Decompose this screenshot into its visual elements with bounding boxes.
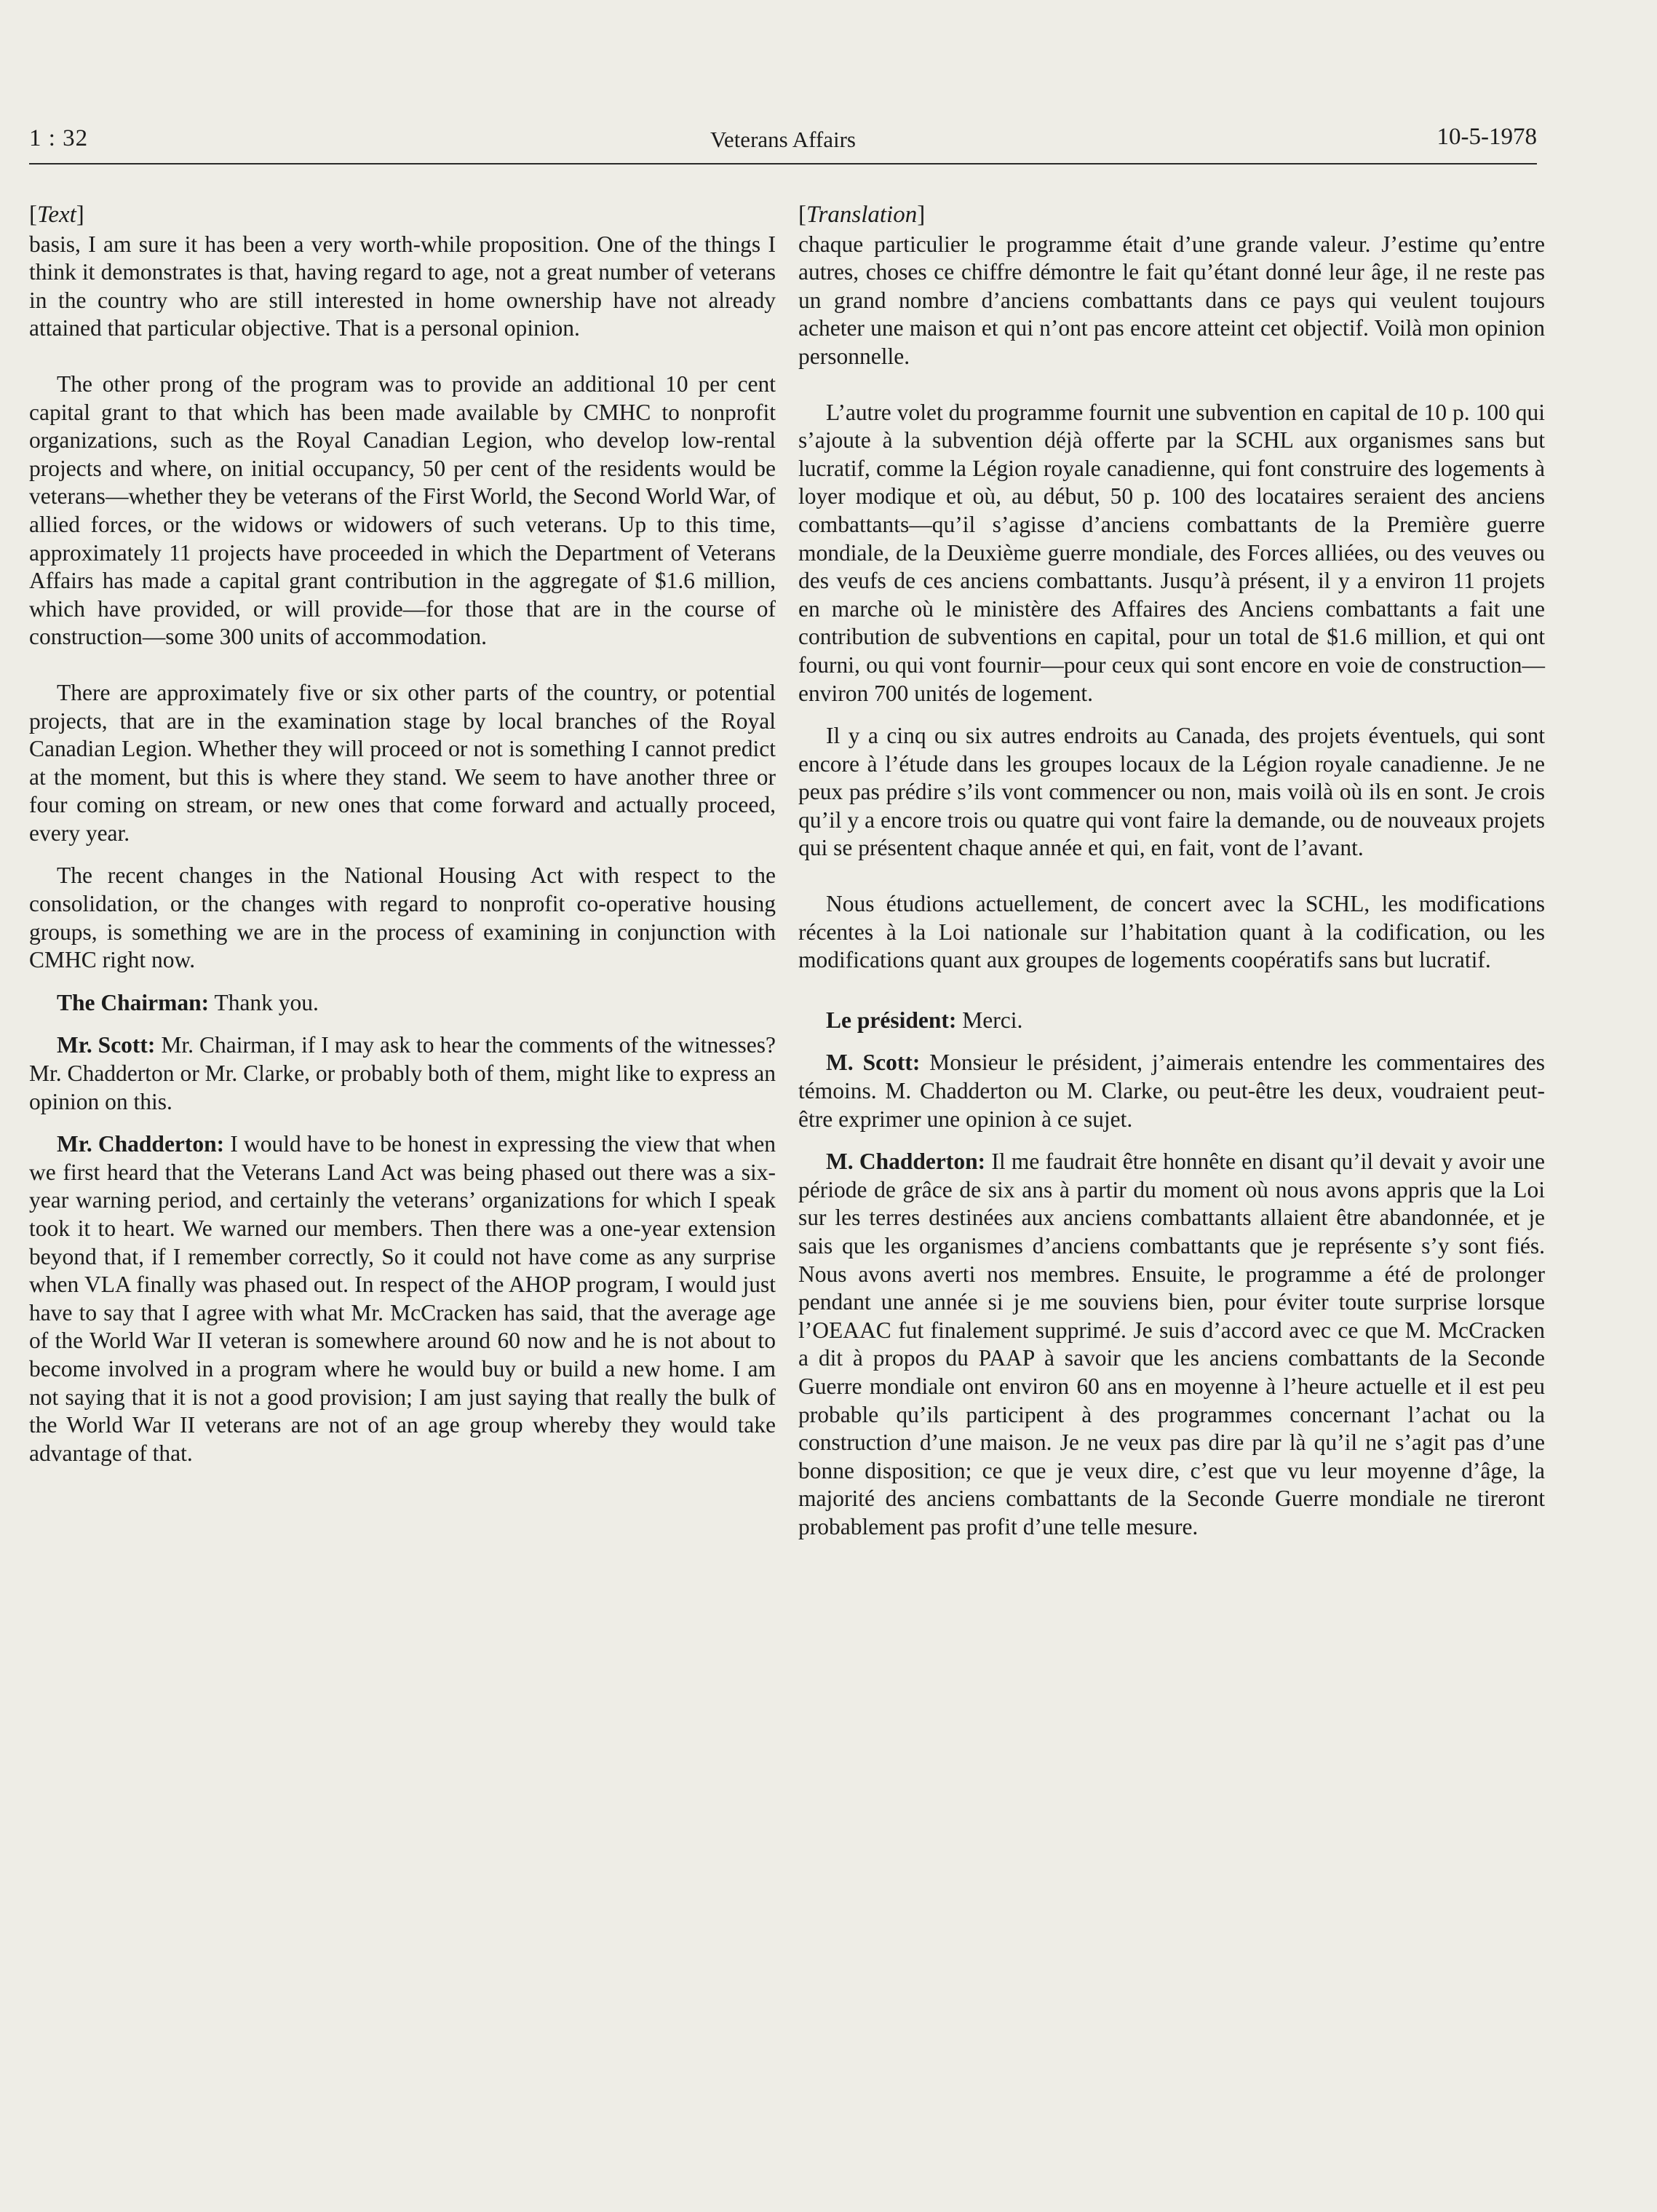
speech-text: Mr. Chairman, if I may ask to hear the comments of the witnesses? Mr. Chadderton or Mr. Clarke, or probably both of them, might like to express an opinion on this. [29, 1032, 776, 1114]
french-column [798, 201, 1545, 1542]
paragraph: L’autre volet du programme fournit une subvention en capital de 10 p. 100 qui s’ajoute à la subvention déjà offerte par la SCHL aux organismes sans but lucratif, comme la Légion royale canadienne, qui font construire des logements à loyer modique et où, au début, 50 p. 100 des locataires seraient des anciens combattants—qu’il s’agisse d’anciens combattants de la Première guerre mondiale, de la Deuxième guerre mondiale, des Forces alliées, ou des veuves ou des veufs de ces anciens combattants. Jusqu’à présent, il y a environ 11 projets en marche où le ministère des Affaires des Anciens combattants a fait une contribution de subventions en capital, pour un total de $1.6 million, et qui ont fourni, ou qui vont fournir—pour ceux qui sont encore en voie de construction—environ 700 unités de logement. [798, 399, 1545, 706]
column-label-translation-word: Translation [806, 202, 918, 228]
speech-paragraph [29, 989, 776, 1018]
speaker-name: Mr. Chadderton: [57, 1131, 225, 1157]
speech-paragraph [798, 1007, 1545, 1035]
sitting-date: 10-5-1978 [1437, 124, 1537, 150]
paragraph: The recent changes in the National Housing Act with respect to the consolidation, or the changes with regard to nonprofit co-operative housing groups, is something we are in the process of examining in conjunction with CMHC right now. [29, 863, 776, 973]
paragraph: There are approximately five or six other parts of the country, or potential projects, that are in the examination stage by local branches of the Royal Canadian Legion. Whether they will proceed or not is something I cannot predict at the moment, but this is where they stand. We seem to have another three or four coming on stream, or new ones that come forward and actually proceed, every year. [29, 679, 776, 846]
speaker-name: The Chairman: [57, 989, 210, 1015]
speech-paragraph [798, 1049, 1545, 1133]
paragraph: chaque particulier le programme était d’une grande valeur. J’estime qu’entre autres, choses ce chiffre démontre le fait qu’étant donné leur âge, il ne reste pas un grand nombre d’anciens combattants dans ce pays qui veulent toujours acheter une maison et qui n’ont pas encore atteint cet objectif. Voilà mon opinion personnelle. [798, 231, 1545, 369]
speaker-name: M. Scott: [826, 1050, 921, 1076]
speaker-name: Mr. Scott: [57, 1032, 156, 1058]
english-column [29, 201, 776, 1467]
column-label-text: [Text] [29, 202, 84, 228]
paragraph: Nous étudions actuellement, de concert avec la SCHL, les modifications récentes à la Loi nationale sur l’habitation quant à la codification, ou les modifications quant aux groupes de logements coopératifs sans but lucratif. [798, 891, 1545, 973]
speech-text: Il me faudrait être honnête en disant qu’il devait y avoir une période de grâce de six ans à partir du moment où nous avons appris que la Loi sur les terres destinées aux anciens combattants allaient être abandonnée, et je sais que les organismes d’anciens combattants que je représente s’y sont fiés. Nous avons averti nos membres. Ensuite, le programme a été de prolonger pendant une année si je me souviens bien, pour éviter toute surprise lorsque l’OEAAC fut finalement supprimé. Je suis d’accord avec ce que M. McCracken a dit à propos du PAAP à savoir que les anciens combattants de la Seconde Guerre mondiale ont environ 60 ans en moyenne à l’heure actuelle et il est peu probable qu’ils participent à des programmes concernant l’achat ou la construction d’une maison. Je ne veux pas dire par là qu’il ne s’agit pas d’une bonne disposition; ce que je veux dire, c’est que vu leur moyenne d’âge, la majorité des anciens combattants de la Seconde Guerre mondiale ne tireront probablement pas profit d’une telle mesure. [798, 1149, 1545, 1539]
running-header [29, 122, 1537, 160]
speech-paragraph [29, 1130, 776, 1467]
speech-text: Monsieur le président, j’aimerais entendre les commentaires des témoins. M. Chadderton ou M. Clarke, ou peut-être les deux, voudraient peut-être exprimer une opinion à ce sujet. [798, 1050, 1545, 1132]
paragraph: Il y a cinq ou six autres endroits au Canada, des projets éventuels, qui sont encore à l’étude dans les groupes locaux de la Légion royale canadienne. Je ne peux pas prédire s’ils vont commencer ou non, mais voilà où ils en sont. Je crois qu’il y a encore trois ou quatre qui vont faire la demande, ou de nouveaux projets qui se présentent chaque année et qui, en fait, vont de l’avant. [798, 723, 1545, 861]
speech-text: Thank you. [209, 989, 319, 1015]
speaker-name: M. Chadderton: [826, 1149, 986, 1175]
speaker-name: Le président: [826, 1007, 957, 1033]
page-number: 1 : 32 [29, 125, 89, 151]
speech-text: Merci. [956, 1007, 1023, 1033]
running-title: Veterans Affairs [710, 127, 856, 152]
paragraph: The other prong of the program was to provide an additional 10 per cent capital grant to that which has been made available by CMHC to nonprofit organizations, such as the Royal Canadian Legion, who develop low-rental projects and where, on initial occupancy, 50 per cent of the residents would be veterans—whether they be veterans of the First World, the Second World War, of allied forces, or the widows or widowers of such veterans. Up to this time, approximately 11 projects have proceeded in which the Department of Veterans Affairs has made a capital grant contribution in the aggregate of $1.6 million, which have provided, or will provide—for those that are in the course of construction—some 300 units of accommodation. [29, 370, 776, 650]
speech-text: I would have to be honest in expressing the view that when we first heard that the Veterans Land Act was being phased out there was a six-year warning period, and certainly the veterans’ organizations for which I speak took it to heart. We warned our members. Then there was a one-year extension beyond that, if I remember correctly, So it could not have come as any surprise when VLA finally was phased out. In respect of the AHOP program, I would just have to say that I agree with what Mr. McCracken has said, that the average age of the World War II veteran is somewhere around 60 now and he is not about to become involved in a program where he would buy or build a new home. I am not saying that it is not a good provision; I am just saying that really the bulk of the World War II veterans are not of an age group whereby they would take advantage of that. [29, 1131, 776, 1466]
column-label-text-word: Text [37, 202, 76, 228]
header-rule [29, 163, 1537, 164]
column-label-translation: [Translation] [798, 202, 926, 228]
paragraph: basis, I am sure it has been a very worth-while proposition. One of the things I think it demonstrates is that, having regard to age, not a great number of veterans in the country who are still interested in home ownership have not already attained that particular objective. That is a personal opinion. [29, 231, 776, 341]
speech-paragraph [29, 1031, 776, 1116]
speech-paragraph [798, 1148, 1545, 1541]
